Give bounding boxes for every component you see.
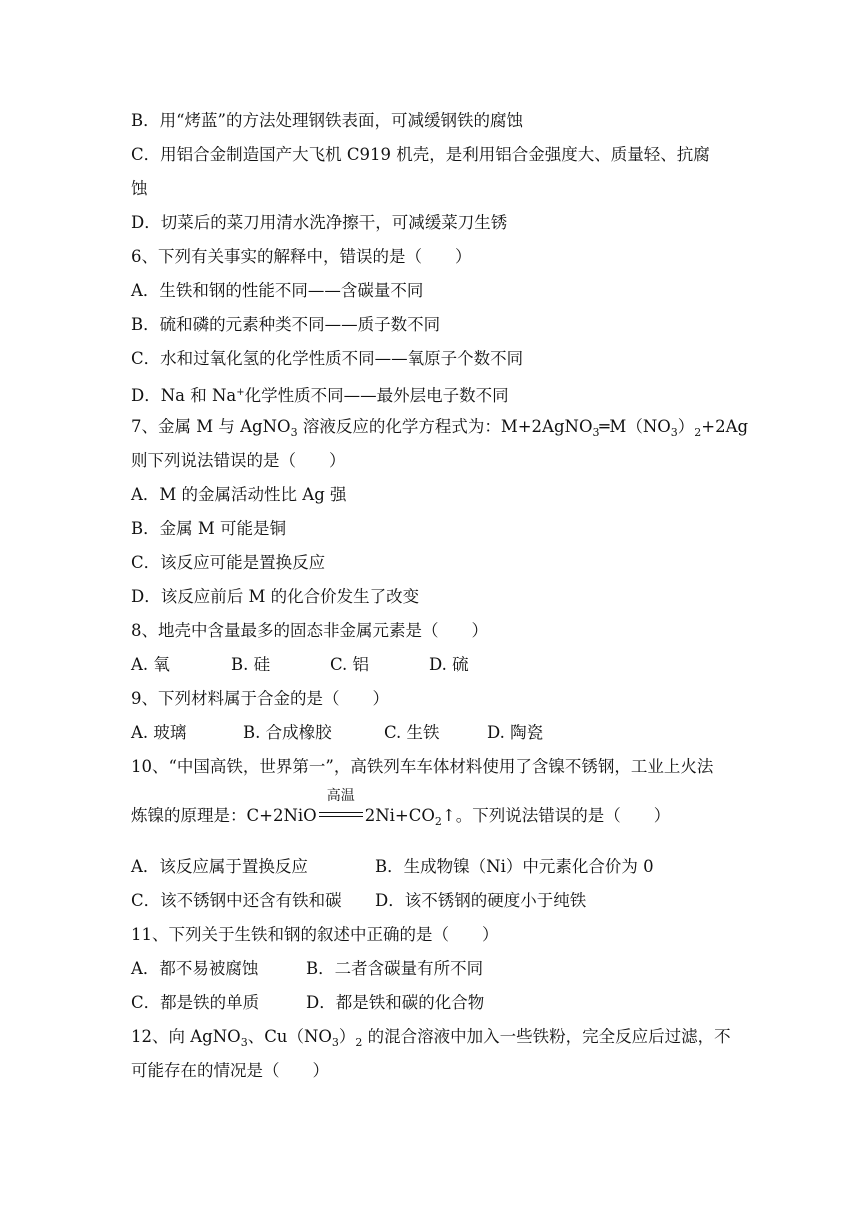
- q7-part5: +2Ag: [701, 417, 749, 436]
- question-12: [131, 1027, 731, 1053]
- option-11b: B．二者含碳量有所不同: [306, 959, 484, 978]
- option-6d-part1: D．Na 和 Na: [131, 386, 237, 405]
- option-8a: A. 氧: [131, 655, 170, 674]
- q12-sub1: 3: [240, 1036, 248, 1049]
- q12-sub3: 2: [355, 1036, 363, 1049]
- option-10d: D．该不锈钢的硬度小于纯铁: [375, 891, 587, 910]
- q7-part4: ）: [677, 417, 695, 436]
- q7-part3: ═M（NO: [599, 417, 671, 436]
- option-9d: D. 陶瓷: [487, 723, 544, 742]
- q7-part1: 7、金属 M 与 AgNO: [131, 417, 291, 436]
- option-5c-cont: 蚀: [131, 179, 148, 198]
- q10-eq-part2: 2Ni+CO: [364, 806, 435, 825]
- q10-eq-part3: ↑。下列说法错误的是（ ）: [441, 806, 671, 825]
- option-11d: D．都是铁和碳的化合物: [306, 993, 485, 1012]
- q7-sub2: 3: [592, 426, 600, 439]
- option-11c: C．都是铁的单质: [131, 993, 260, 1012]
- option-6a: A．生铁和钢的性能不同——含碳量不同: [131, 281, 424, 300]
- option-6c: C．水和过氧化氢的化学性质不同——氧原子个数不同: [131, 349, 524, 368]
- option-6d: [131, 383, 509, 406]
- option-9a: A. 玻璃: [131, 723, 187, 742]
- question-12-stem: 可能存在的情况是（ ）: [131, 1061, 329, 1080]
- option-6b: B．硫和磷的元素种类不同——质子数不同: [131, 315, 441, 334]
- question-8: 8、地壳中含量最多的固态非金属元素是（ ）: [131, 621, 488, 640]
- option-7c: C．该反应可能是置换反应: [131, 553, 326, 572]
- equals-sign: [319, 812, 363, 817]
- q12-part1: 12、向 AgNO: [131, 1027, 241, 1046]
- option-11a: A．都不易被腐蚀: [131, 959, 259, 978]
- option-5c: C．用铝合金制造国产大飞机 C919 机壳，是利用铝合金强度大、质量轻、抗腐: [131, 145, 710, 164]
- reaction-condition-label: 高温: [326, 788, 355, 804]
- q12-part3: ）: [338, 1027, 356, 1046]
- q7-part2: 溶液反应的化学方程式为：M+2AgNO: [297, 417, 593, 436]
- option-8b: B. 硅: [231, 655, 271, 674]
- option-5b: B．用“烤蓝”的方法处理钢铁表面，可减缓钢铁的腐蚀: [131, 111, 523, 130]
- question-7-stem: 则下列说法错误的是（ ）: [131, 451, 346, 470]
- q12-part2: 、Cu（NO: [247, 1027, 332, 1046]
- option-6d-sup: +: [236, 387, 245, 398]
- option-7a: A．M 的金属活动性比 Ag 强: [131, 485, 347, 504]
- q12-sub2: 3: [331, 1036, 339, 1049]
- option-5d: D．切菜后的菜刀用清水洗净擦干，可减缓菜刀生锈: [131, 213, 508, 232]
- option-8d: D. 硫: [429, 655, 469, 674]
- q7-sub3: 3: [670, 426, 678, 439]
- q7-sub1: 3: [290, 426, 298, 439]
- q7-sub4: 2: [694, 426, 702, 439]
- q10-eq-part1: 炼镍的原理是：C+2NiO: [131, 806, 317, 825]
- option-8c: C. 铝: [330, 655, 370, 674]
- option-6d-part2: 化学性质不同——最外层电子数不同: [244, 386, 509, 405]
- question-9: 9、下列材料属于合金的是（ ）: [131, 689, 389, 708]
- option-10b: B．生成物镍（Ni）中元素化合价为 0: [375, 857, 654, 876]
- question-10: 10、“中国高铁，世界第一”，高铁列车车体材料使用了含镍不锈钢，工业上火法: [131, 757, 714, 776]
- question-7: [131, 417, 748, 443]
- option-7d: D．该反应前后 M 的化合价发生了改变: [131, 587, 420, 606]
- q10-eq-sub: 2: [434, 815, 442, 828]
- question-6: 6、下列有关事实的解释中，错误的是（ ）: [131, 247, 472, 266]
- q12-part4: 的混合溶液中加入一些铁粉，完全反应后过滤，不: [362, 1027, 731, 1046]
- question-11: 11、下列关于生铁和钢的叙述中正确的是（ ）: [131, 925, 499, 944]
- option-10c: C．该不锈钢中还含有铁和碳: [131, 891, 342, 910]
- reaction-condition: [317, 788, 365, 826]
- option-7b: B．金属 M 可能是铜: [131, 519, 287, 538]
- question-10-equation: [131, 788, 671, 832]
- option-9b: B. 合成橡胶: [243, 723, 332, 742]
- option-10a: A．该反应属于置换反应: [131, 857, 308, 876]
- option-9c: C. 生铁: [384, 723, 440, 742]
